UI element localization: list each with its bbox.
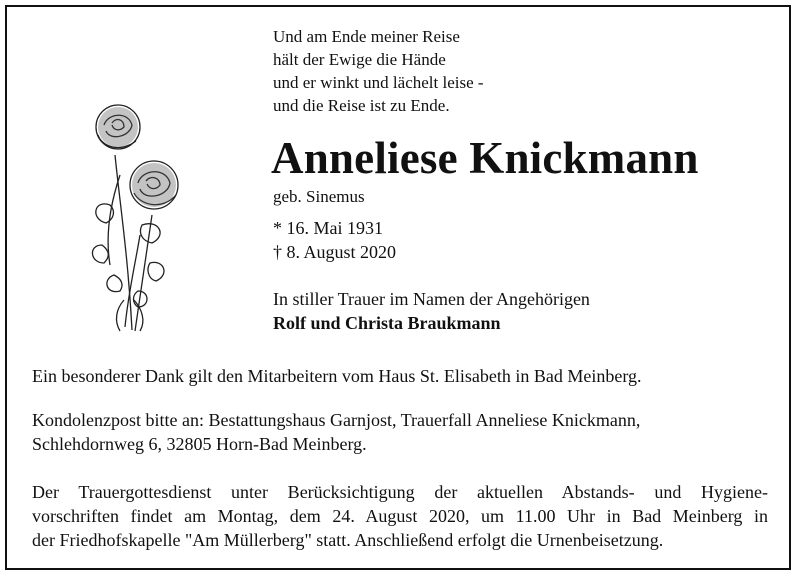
service-line: vorschriften findet am Montag, dem 24. August 2020, um 11.00 Uhr in Bad Meinberg in bbox=[32, 506, 768, 526]
poem-line: und er winkt und lächelt leise - bbox=[273, 73, 484, 92]
condolence-line: Schlehdornweg 6, 32805 Horn-Bad Meinberg. bbox=[32, 434, 367, 454]
deceased-name: Anneliese Knickmann bbox=[271, 133, 699, 183]
birth-name: geb. Sinemus bbox=[273, 187, 365, 206]
birth-date: * 16. Mai 1931 bbox=[273, 218, 383, 238]
poem-line: und die Reise ist zu Ende. bbox=[273, 96, 450, 115]
poem-line: Und am Ende meiner Reise bbox=[273, 27, 460, 46]
mourning-intro: In stiller Trauer im Namen der Angehörigen bbox=[273, 289, 590, 309]
poem bbox=[273, 25, 484, 117]
poem-line: hält der Ewige die Hände bbox=[273, 50, 446, 69]
service-paragraph bbox=[32, 480, 768, 552]
service-line: Der Trauergottesdienst unter Berücksichtigung der aktuellen Abstands- und Hygiene- bbox=[32, 482, 768, 502]
mourning-block bbox=[273, 287, 590, 335]
mourners-names: Rolf und Christa Braukmann bbox=[273, 313, 501, 333]
service-line: der Friedhofskapelle "Am Müllerberg" statt. Anschließend erfolgt die Urnenbeisetzung. bbox=[32, 530, 664, 550]
thanks-paragraph: Ein besonderer Dank gilt den Mitarbeitern vom Haus St. Elisabeth in Bad Meinberg. bbox=[32, 366, 642, 386]
condolence-line: Kondolenzpost bitte an: Bestattungshaus Garnjost, Trauerfall Anneliese Knickmann, bbox=[32, 410, 641, 430]
death-date: † 8. August 2020 bbox=[273, 242, 397, 262]
condolence-paragraph bbox=[32, 408, 640, 456]
roses-icon bbox=[80, 95, 190, 335]
life-dates bbox=[273, 216, 396, 264]
